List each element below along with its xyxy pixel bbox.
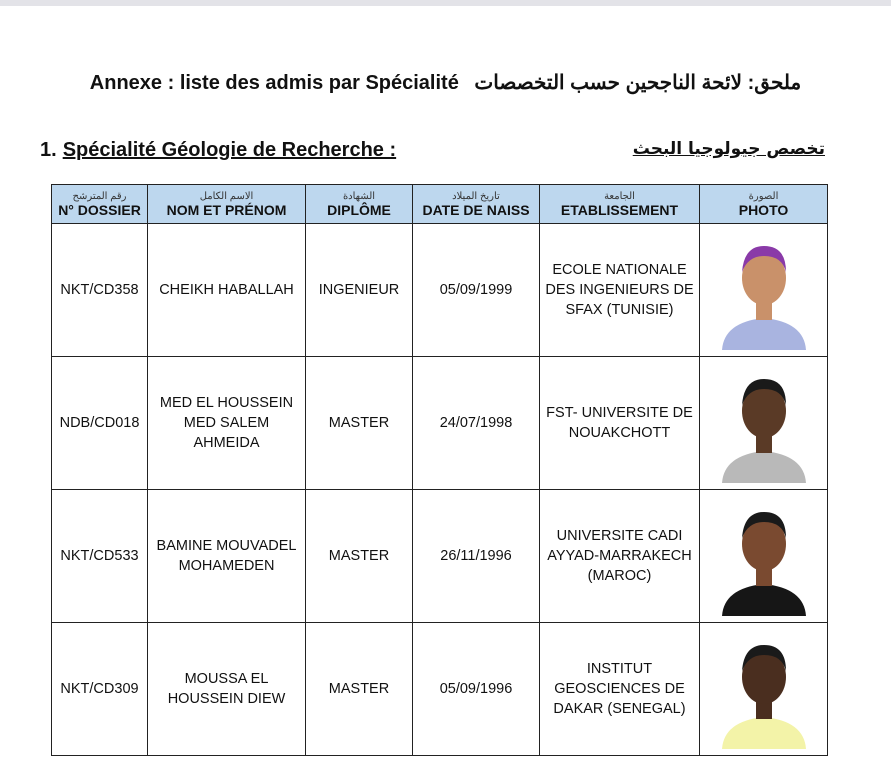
- section-heading: [40, 139, 396, 162]
- annex-title-fr: Annexe : liste des admis par Spécialité: [89, 72, 459, 94]
- header-dossier: رقم المترشح N° DOSSIER: [52, 185, 148, 224]
- portrait-photo: [718, 629, 810, 749]
- top-bar: [0, 0, 891, 6]
- header-date: تاريخ الميلاد DATE DE NAISS: [413, 185, 540, 224]
- cell-nom: BAMINE MOUVADEL MOHAMEDEN: [148, 490, 306, 623]
- section-title-ar: تخصص جيولوجيا البحث: [632, 139, 825, 159]
- cell-photo: [700, 623, 828, 756]
- cell-diplome: INGENIEUR: [306, 224, 413, 357]
- cell-etablissement: UNIVERSITE CADI AYYAD-MARRAKECH (MAROC): [540, 490, 700, 623]
- cell-etablissement: ECOLE NATIONALE DES INGENIEURS DE SFAX (TUNISIE): [540, 224, 700, 357]
- cell-dossier: NKT/CD533: [52, 490, 148, 623]
- cell-photo: [700, 224, 828, 357]
- annex-title-ar: ملحق: لائحة الناجحين حسب التخصصات: [474, 72, 802, 94]
- cell-dossier: NKT/CD358: [52, 224, 148, 357]
- header-diplome: الشهادة DIPLÔME: [306, 185, 413, 224]
- header-nom: الاسم الكامل NOM ET PRÉNOM: [148, 185, 306, 224]
- cell-date: 24/07/1998: [413, 357, 540, 490]
- table-row: [52, 623, 828, 756]
- cell-nom: MED EL HOUSSEIN MED SALEM AHMEIDA: [148, 357, 306, 490]
- cell-diplome: MASTER: [306, 623, 413, 756]
- portrait-photo: [718, 363, 810, 483]
- cell-date: 05/09/1999: [413, 224, 540, 357]
- header-photo: الصورة PHOTO: [700, 185, 828, 224]
- cell-diplome: MASTER: [306, 357, 413, 490]
- cell-date: 26/11/1996: [413, 490, 540, 623]
- header-etablissement: الجامعة ETABLISSEMENT: [540, 185, 700, 224]
- table-row: [52, 224, 828, 357]
- cell-photo: [700, 357, 828, 490]
- table-row: [52, 357, 828, 490]
- table-header-row: [52, 185, 828, 224]
- section-number: 1.: [40, 139, 57, 161]
- cell-etablissement: INSTITUT GEOSCIENCES DE DAKAR (SENEGAL): [540, 623, 700, 756]
- table-row: [52, 490, 828, 623]
- cell-etablissement: FST- UNIVERSITE DE NOUAKCHOTT: [540, 357, 700, 490]
- cell-nom: CHEIKH HABALLAH: [148, 224, 306, 357]
- admitted-table: [51, 184, 828, 756]
- cell-dossier: NDB/CD018: [52, 357, 148, 490]
- cell-date: 05/09/1996: [413, 623, 540, 756]
- portrait-photo: [718, 496, 810, 616]
- cell-diplome: MASTER: [306, 490, 413, 623]
- annex-title: [0, 70, 891, 95]
- cell-dossier: NKT/CD309: [52, 623, 148, 756]
- portrait-photo: [718, 230, 810, 350]
- cell-nom: MOUSSA EL HOUSSEIN DIEW: [148, 623, 306, 756]
- section-title-fr: Spécialité Géologie de Recherche :: [62, 139, 397, 161]
- cell-photo: [700, 490, 828, 623]
